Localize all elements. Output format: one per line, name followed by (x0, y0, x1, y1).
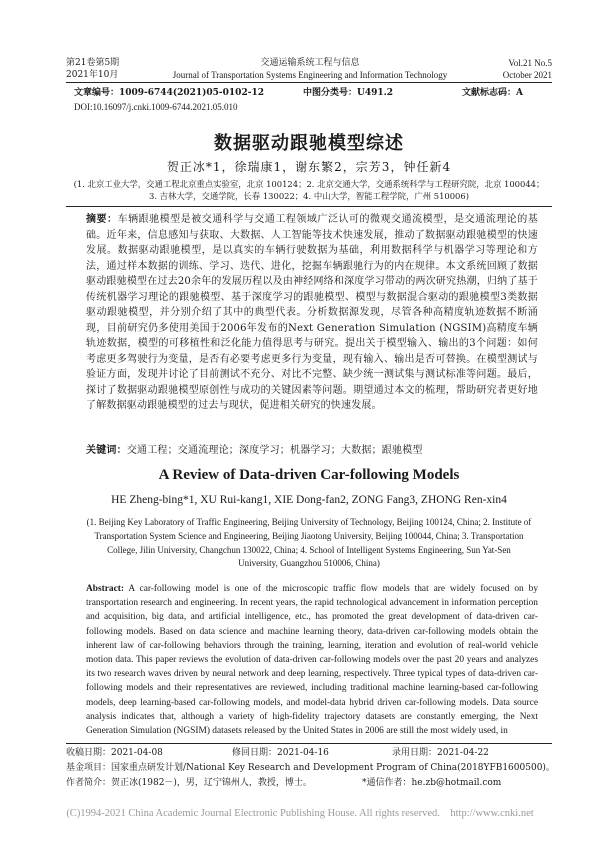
title-en: A Review of Data-driven Car-following Models (158, 467, 460, 483)
revised-date: 修回日期：2021-04-16 (232, 748, 329, 758)
affiliation-en-line: College, Jilin University, Changchun 130022, China; 4. School of Intelligent Systems Engineering, Sun Yat-Sen (107, 544, 511, 555)
authors-zh: 贺正冰*1，徐瑞康1，谢东繁2，宗芳3，钟任新4 (166, 160, 452, 174)
clc-number: 中图分类号：U491.2 (303, 88, 394, 98)
copyright-line: (C)1994-2021 China Academic Journal Electronic Publishing House. All rights reserved. http://www.cnki.net (66, 808, 534, 819)
abstract-zh (86, 212, 538, 414)
header-journal-zh: 交通运输系统工程与信息 (260, 58, 360, 68)
abstract-zh-label: 摘要： (86, 214, 118, 225)
header-journal-en: Journal of Transportation Systems Engineering and Information Technology (172, 70, 448, 80)
affiliation-en-line: Transportation System Science and Engineering, Beijing Jiaotong University, Beijing 100044, China; 3. Transportation (94, 530, 524, 541)
keywords-zh (86, 443, 538, 459)
accepted-date: 录用日期：2021-04-22 (392, 748, 489, 758)
header-date-en: October 2021 (502, 70, 552, 80)
header-volume-zh: 第21卷第5期 (66, 58, 120, 68)
abstract-zh-text: 车辆跟驰模型是被交通科学与交通工程领域广泛认可的微观交通流模型，是交通流理论的基础。近年来，信息感知与获取、大数据、人工智能等技术快速发展，推动了数据驱动跟驰模型的快速发展。数据驱动跟驰模型，是以真实的车辆行驶数据为基础，利用数据科学与机器学习等理论和方法，通过样本数据的训练、学习、迭代、进化，挖掘车辆跟驰行为的内在规律。本文系统回顾了数据驱动跟驰模型在过去20余年的发展历程以及由神经网络和深度学习带动的两次研究热潮，归纳了基于传统机器学习理论的跟驰模型、基于深度学习的跟驰模型、模型与数据混合驱动的跟驰模型3类数据驱动跟驰模型，并分别介绍了其中的典型代表。分析数据源发现，尽管各种高精度轨迹数据不断涌现，目前研究仍多使用美国于2006年发布的Next Generation Simulation (NGSIM)高精度车辆轨迹数据，模型的可移植性和泛化能力值得思考与研究。提出关于模型输入、输出的3个问题：如何考虑更多驾驶行为变量，是否有必要考虑更多行为变量，现有输入、输出是否可替换。在模型测试与验证方面，发现并讨论了目前测试不充分、对比不完整、缺少统一测试集与测试标准等问题。最后，探讨了数据驱动跟驰模型原创性与成功的关键因素等问题。期望通过本文的梳理，帮助研究者更好地了解数据驱动跟驰模型的过去与现状，促进相关研究的快速发展。 (86, 214, 538, 411)
abstract-en-text: A car-following model is one of the microscopic traffic flow models that are widely focused on by transportation research and engineering. In recent years, the rapid technological advancement in information perception and acquisition, big data, and artificial intelligence, etc., has promoted the great development of data-driven car-following models. Based on data science and machine learning theory, data-driven car-following models obtain the inherent law of car-following behaviors through the training, learning, iteration and evolution of real-world vehicle motion data. This paper reviews the evolution of data-driven car-following models over the past 20 years and analyzes its two research waves driven by neural network and deep learning, respectively. Three typical types of data-driven car-following models and their representatives are reviewed, including traditional machine learning-based car-following models, deep learning-based car-following models, and model-data hybrid driven car-following models. Data source analysis indicates that, although a variety of high-fidelity trajectory datasets are constantly emerging, the Next Generation Simulation (NGSIM) datasets released by the United States in 2006 are still the most widely used, in (86, 584, 539, 737)
header-rule (66, 82, 552, 83)
received-date: 收稿日期：2021-04-08 (66, 748, 163, 758)
abstract-zh-top-rule (66, 206, 552, 207)
article-number: 文章编号：1009-6744(2021)05-0102-12 (74, 88, 264, 98)
header-volume-en: Vol.21 No.5 (508, 58, 552, 68)
fund-info: 基金项目：国家重点研发计划/National Key Research and Development Program of China(2018YFB1600500)。 (66, 763, 555, 773)
doi: DOI:10.16097/j.cnki.1009-6744.2021.05.010 (74, 102, 238, 112)
author-bio: 作者简介：贺正冰(1982－)，男，辽宁锦州人，教授，博士。 (66, 778, 312, 788)
authors-en: HE Zheng-bing*1, XU Rui-kang1, XIE Dong-fan2, ZONG Fang3, ZHONG Ren-xin4 (111, 494, 507, 506)
header-date-zh: 2021年10月 (66, 70, 119, 80)
affiliation-zh-line: (1. 北京工业大学，交通工程北京重点实验室，北京 100124；2. 北京交通大学，交通系统科学与工程研究院，北京 100044； (73, 179, 545, 189)
title-zh: 数据驱动跟驰模型综述 (214, 133, 404, 154)
abstract-en (86, 582, 538, 738)
affiliation-en-line: University, Guangzhou 510006, China) (238, 558, 380, 569)
keywords-zh-label: 关键词： (86, 445, 127, 456)
keywords-zh-text: 交通工程；交通流理论；深度学习；机器学习；大数据；跟驰模型 (126, 445, 423, 456)
corresponding-email: *通信作者：he.zb@hotmail.com (362, 778, 502, 788)
abstract-en-label: Abstract: (86, 584, 125, 594)
affiliation-en-line: (1. Beijing Key Laboratory of Traffic Engineering, Beijing University of Technology, Beijing 100124, China; 2. Institute of (86, 517, 532, 527)
footnote-rule (66, 743, 552, 744)
affiliations-zh (66, 179, 552, 202)
document-code: 文献标志码：A (462, 88, 523, 98)
affiliation-zh-line: 3. 吉林大学，交通学院，长春 130022；4. 中山大学，智能工程学院，广州 510006) (149, 190, 469, 201)
affiliations-en (66, 516, 552, 571)
